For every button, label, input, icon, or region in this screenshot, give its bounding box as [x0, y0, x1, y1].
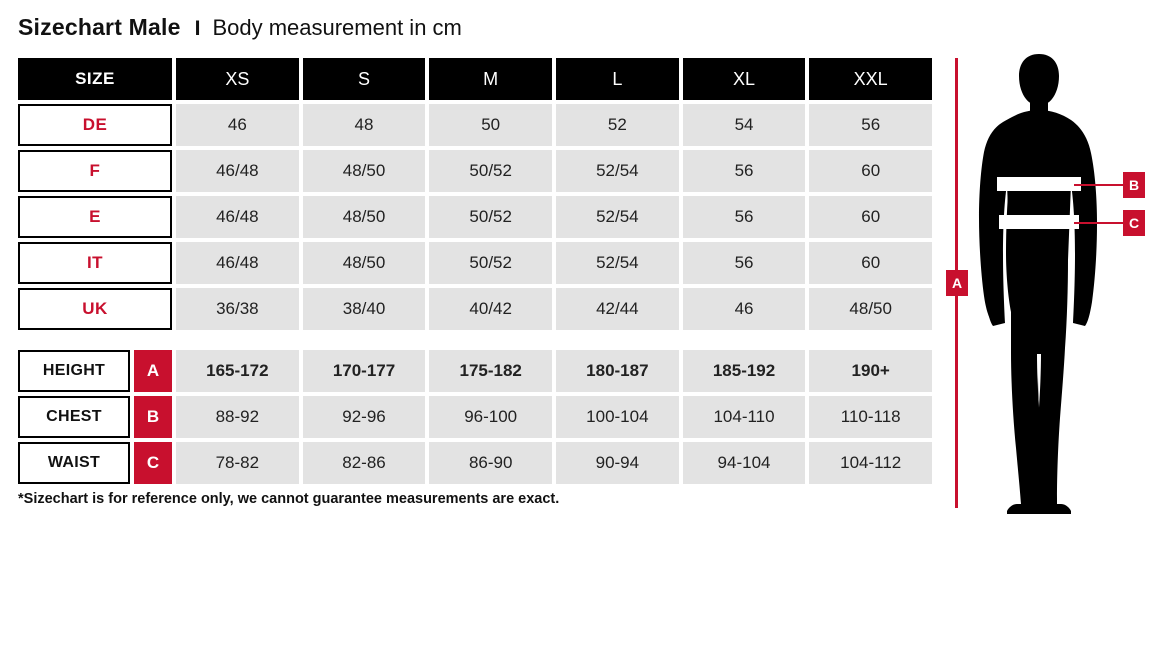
male-silhouette-icon: [973, 52, 1105, 514]
page-title: [18, 14, 462, 41]
cell-uk-xl: 46: [683, 288, 806, 330]
column-header-xl: XL: [683, 58, 806, 100]
cell-de-l: 52: [556, 104, 679, 146]
marker-badge-c: C: [134, 442, 172, 484]
column-header-l: L: [556, 58, 679, 100]
table-row: [18, 150, 932, 192]
cell-it-xs: 46/48: [176, 242, 299, 284]
cell-de-xs: 46: [176, 104, 299, 146]
cell-uk-m: 40/42: [429, 288, 552, 330]
table-row: [18, 242, 932, 284]
cell-it-l: 52/54: [556, 242, 679, 284]
column-header-m: M: [429, 58, 552, 100]
chest-leader-line: [1074, 184, 1124, 186]
row-label-waist: WAIST: [18, 442, 130, 484]
table-header-row: [18, 58, 932, 100]
cell-it-m: 50/52: [429, 242, 552, 284]
cell-chest-xs: 88-92: [176, 396, 299, 438]
cell-e-s: 48/50: [303, 196, 426, 238]
table-row: [18, 442, 932, 484]
table-row: [18, 104, 932, 146]
cell-de-xl: 54: [683, 104, 806, 146]
figure-marker-c: C: [1123, 210, 1145, 236]
cell-chest-xxl: 110-118: [809, 396, 932, 438]
cell-height-xs: 165-172: [176, 350, 299, 392]
table-row: [18, 288, 932, 330]
marker-badge-a: A: [134, 350, 172, 392]
table-row: [18, 350, 932, 392]
cell-chest-m: 96-100: [429, 396, 552, 438]
cell-de-s: 48: [303, 104, 426, 146]
cell-e-xs: 46/48: [176, 196, 299, 238]
cell-uk-s: 38/40: [303, 288, 426, 330]
cell-waist-l: 90-94: [556, 442, 679, 484]
table-row: [18, 396, 932, 438]
cell-it-xxl: 60: [809, 242, 932, 284]
row-label-it: IT: [18, 242, 172, 284]
title-subtitle: Body measurement in cm: [212, 15, 462, 40]
body-figure: [935, 52, 1160, 514]
column-header-xxl: XXL: [809, 58, 932, 100]
cell-f-xxl: 60: [809, 150, 932, 192]
cell-it-s: 48/50: [303, 242, 426, 284]
cell-uk-xxl: 48/50: [809, 288, 932, 330]
header-size-label: SIZE: [18, 58, 172, 100]
row-label-e: E: [18, 196, 172, 238]
cell-f-l: 52/54: [556, 150, 679, 192]
cell-chest-xl: 104-110: [683, 396, 806, 438]
footnote: *Sizechart is for reference only, we cannot guarantee measurements are exact.: [18, 491, 560, 507]
cell-waist-xxl: 104-112: [809, 442, 932, 484]
marker-badge-b: B: [134, 396, 172, 438]
cell-e-m: 50/52: [429, 196, 552, 238]
cell-chest-s: 92-96: [303, 396, 426, 438]
row-label-uk: UK: [18, 288, 172, 330]
cell-height-l: 180-187: [556, 350, 679, 392]
row-label-de: DE: [18, 104, 172, 146]
waist-leader-line: [1074, 222, 1124, 224]
cell-waist-m: 86-90: [429, 442, 552, 484]
title-separator: I: [194, 17, 201, 40]
title-main: Sizechart Male: [18, 14, 181, 40]
cell-f-s: 48/50: [303, 150, 426, 192]
cell-e-xxl: 60: [809, 196, 932, 238]
cell-waist-s: 82-86: [303, 442, 426, 484]
table-group-divider: [18, 334, 932, 350]
cell-height-xl: 185-192: [683, 350, 806, 392]
cell-height-m: 175-182: [429, 350, 552, 392]
cell-de-m: 50: [429, 104, 552, 146]
cell-waist-xs: 78-82: [176, 442, 299, 484]
row-label-f: F: [18, 150, 172, 192]
row-label-chest: CHEST: [18, 396, 130, 438]
cell-waist-xl: 94-104: [683, 442, 806, 484]
cell-f-xl: 56: [683, 150, 806, 192]
cell-f-xs: 46/48: [176, 150, 299, 192]
cell-uk-xs: 36/38: [176, 288, 299, 330]
cell-chest-l: 100-104: [556, 396, 679, 438]
cell-uk-l: 42/44: [556, 288, 679, 330]
cell-de-xxl: 56: [809, 104, 932, 146]
column-header-xs: XS: [176, 58, 299, 100]
cell-e-l: 52/54: [556, 196, 679, 238]
cell-e-xl: 56: [683, 196, 806, 238]
cell-height-s: 170-177: [303, 350, 426, 392]
figure-marker-a: A: [946, 270, 968, 296]
cell-it-xl: 56: [683, 242, 806, 284]
row-label-height: HEIGHT: [18, 350, 130, 392]
figure-marker-b: B: [1123, 172, 1145, 198]
table-row: [18, 196, 932, 238]
sizechart-table: [18, 58, 932, 488]
column-header-s: S: [303, 58, 426, 100]
cell-f-m: 50/52: [429, 150, 552, 192]
cell-height-xxl: 190+: [809, 350, 932, 392]
